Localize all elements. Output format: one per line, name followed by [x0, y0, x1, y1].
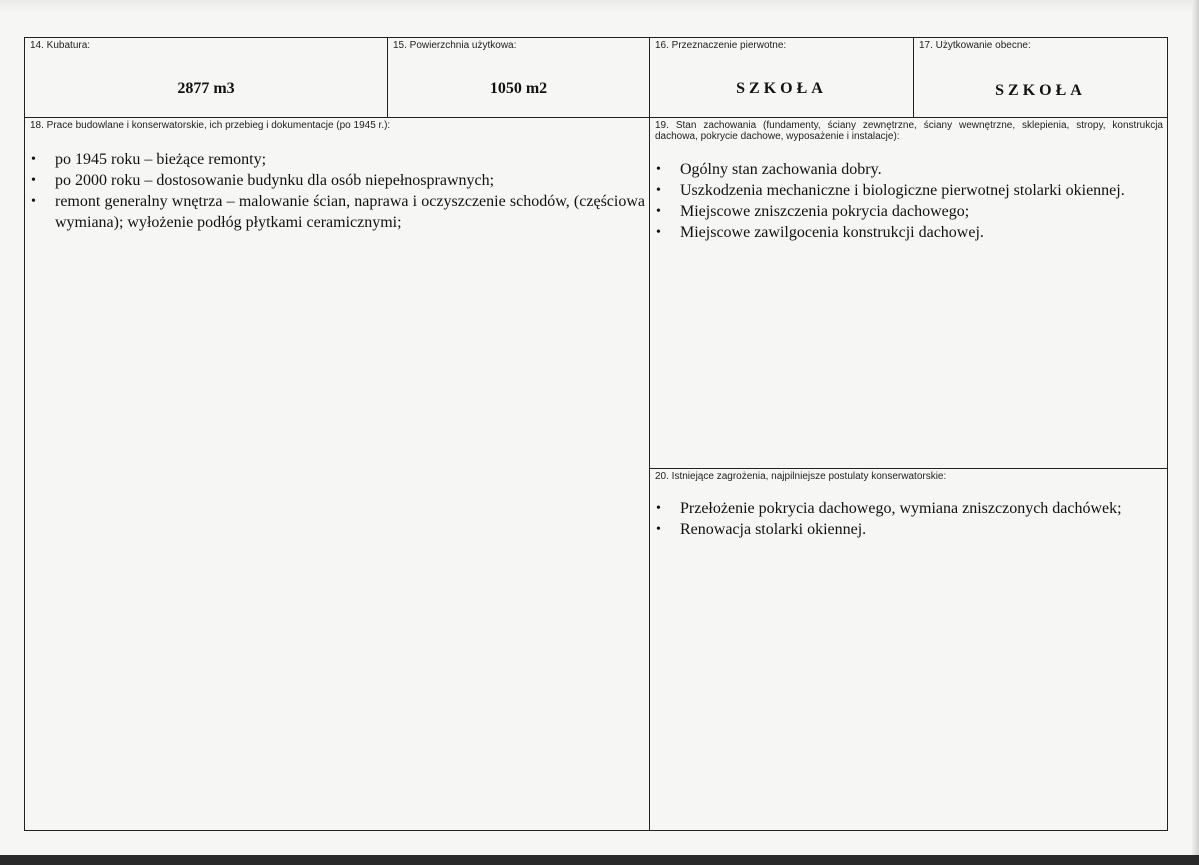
- field-15-value: 1050 m2: [489, 80, 548, 97]
- list-item-text: po 2000 roku – dostosowanie budynku dla osób niepełnosprawnych;: [55, 172, 495, 189]
- field-20-label: 20. Istniejące zagrożenia, najpilniejsze postulaty konserwatorskie:: [655, 471, 947, 482]
- scan-edge-top: [0, 0, 1199, 12]
- bullet-icon: •: [656, 225, 661, 240]
- bullet-icon: •: [31, 194, 36, 209]
- list-item: [650, 159, 1159, 180]
- field-19-stan-zachowania: [650, 118, 1167, 469]
- field-15-label: 15. Powierzchnia użytkowa:: [393, 40, 517, 51]
- list-item: [650, 201, 1159, 222]
- bullet-icon: •: [656, 522, 661, 537]
- list-item-text: Ogólny stan zachowania dobry.: [680, 161, 882, 178]
- field-18-list: [25, 149, 649, 233]
- field-17-value: SZKOŁA: [995, 82, 1086, 99]
- bullet-icon: •: [31, 173, 36, 188]
- list-item-text: Uszkodzenia mechaniczne i biologiczne pierwotnej stolarki okiennej.: [680, 182, 1125, 199]
- field-20-list: [650, 498, 1167, 540]
- field-16-value: SZKOŁA: [736, 80, 827, 97]
- list-item-text: Miejscowe zawilgocenia konstrukcji dachowej.: [680, 224, 984, 241]
- field-14-value: 2877 m3: [177, 80, 235, 97]
- field-16-przeznaczenie: [650, 38, 914, 118]
- bullet-icon: •: [31, 152, 36, 167]
- field-14-kubatura: [25, 38, 388, 118]
- field-18-prace-budowlane: [25, 118, 650, 830]
- list-item-text: Miejscowe zniszczenia pokrycia dachowego;: [680, 203, 970, 220]
- bullet-icon: •: [656, 501, 661, 516]
- list-item: [650, 519, 1159, 540]
- list-item: [25, 170, 645, 191]
- list-item: [25, 191, 645, 233]
- list-item-text: remont generalny wnętrza – malowanie ścian, naprawa i oczyszczenie schodów, (częściowa wymiana); wyłożenie podłóg płytkami ceramicznymi;: [55, 193, 645, 231]
- list-item: [650, 180, 1159, 201]
- field-19-list: [650, 159, 1167, 243]
- field-20-zagrozenia: [650, 469, 1167, 830]
- list-item-text: Renowacja stolarki okiennej.: [680, 521, 867, 538]
- list-item: [650, 498, 1159, 519]
- bullet-icon: •: [656, 162, 661, 177]
- field-17-label: 17. Użytkowanie obecne:: [919, 40, 1031, 51]
- bullet-icon: •: [656, 204, 661, 219]
- field-17-uzytkowanie: [914, 38, 1167, 118]
- list-item: [650, 222, 1159, 243]
- list-item-text: po 1945 roku – bieżące remonty;: [55, 151, 267, 168]
- field-19-label: 19. Stan zachowania (fundamenty, ściany zewnętrzne, ściany wewnętrzne, sklepienia, stropy, konstrukcja dachowa, pokrycie dachowe, wyposażenie i instalacje):: [655, 120, 1163, 142]
- bullet-icon: •: [656, 183, 661, 198]
- scan-edge-bottom: [0, 855, 1199, 865]
- field-15-powierzchnia: [388, 38, 650, 118]
- field-14-label: 14. Kubatura:: [30, 40, 91, 51]
- list-item: [25, 149, 645, 170]
- field-16-label: 16. Przeznaczenie pierwotne:: [655, 40, 787, 51]
- field-18-label: 18. Prace budowlane i konserwatorskie, ich przebieg i dokumentacje (po 1945 r.):: [30, 120, 391, 131]
- scan-edge-right: [1192, 0, 1199, 865]
- list-item-text: Przełożenie pokrycia dachowego, wymiana zniszczonych dachówek;: [680, 500, 1122, 517]
- form-table: [24, 37, 1168, 831]
